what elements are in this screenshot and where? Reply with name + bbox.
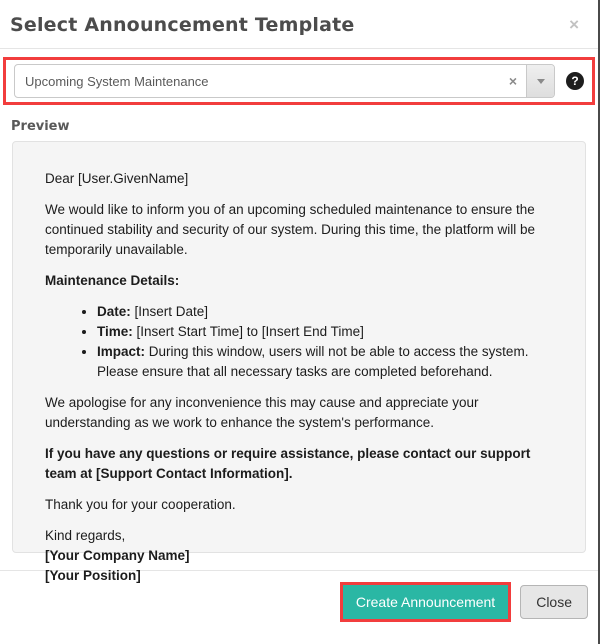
modal-header [0, 0, 598, 49]
detail-term: Time: [97, 324, 133, 339]
close-icon[interactable]: × [565, 14, 583, 35]
chevron-down-icon [537, 79, 545, 84]
close-button[interactable]: Close [520, 585, 588, 619]
preview-details-heading: Maintenance Details: [45, 273, 180, 288]
preview-support: If you have any questions or require assistance, please contact our support team at [Support Contact Information]. [45, 446, 531, 481]
position-line: [Your Position] [45, 568, 141, 583]
help-icon[interactable]: ? [566, 72, 584, 90]
preview-panel [12, 141, 586, 583]
company-line: [Your Company Name] [45, 548, 190, 563]
list-item [97, 342, 553, 382]
annotation-highlight-create-button [340, 582, 511, 622]
template-select-value: Upcoming System Maintenance [25, 73, 209, 89]
preview-label: Preview [11, 119, 70, 134]
preview-thanks: Thank you for your cooperation. [45, 497, 236, 512]
signoff-line: Kind regards, [45, 528, 126, 543]
list-item [97, 322, 553, 342]
clear-selection-icon[interactable]: × [508, 73, 517, 89]
preview-intro: We would like to inform you of an upcoming scheduled maintenance to ensure the continued stability and security of our system. During this time, the platform will be temporarily unavailable. [45, 202, 535, 257]
preview-greeting: Dear [User.GivenName] [45, 171, 189, 186]
detail-text: [Insert Start Time] to [Insert End Time] [132, 324, 364, 339]
detail-term: Impact: [97, 344, 146, 359]
preview-details-list [45, 302, 553, 382]
modal-title: Select Announcement Template [10, 14, 355, 36]
detail-text: [Insert Date] [130, 304, 209, 319]
detail-term: Date: [97, 304, 131, 319]
annotation-highlight-select [3, 57, 595, 105]
list-item [97, 302, 553, 322]
detail-text: During this window, users will not be able to access the system. Please ensure that all necessary tasks are completed beforehand. [97, 344, 529, 379]
preview-apology: We apologise for any inconvenience this may cause and appreciate your understanding as we work to enhance the system's performance. [45, 395, 479, 430]
create-announcement-button[interactable]: Create Announcement [343, 585, 508, 619]
dropdown-toggle[interactable] [526, 65, 554, 97]
template-select[interactable] [14, 64, 555, 98]
